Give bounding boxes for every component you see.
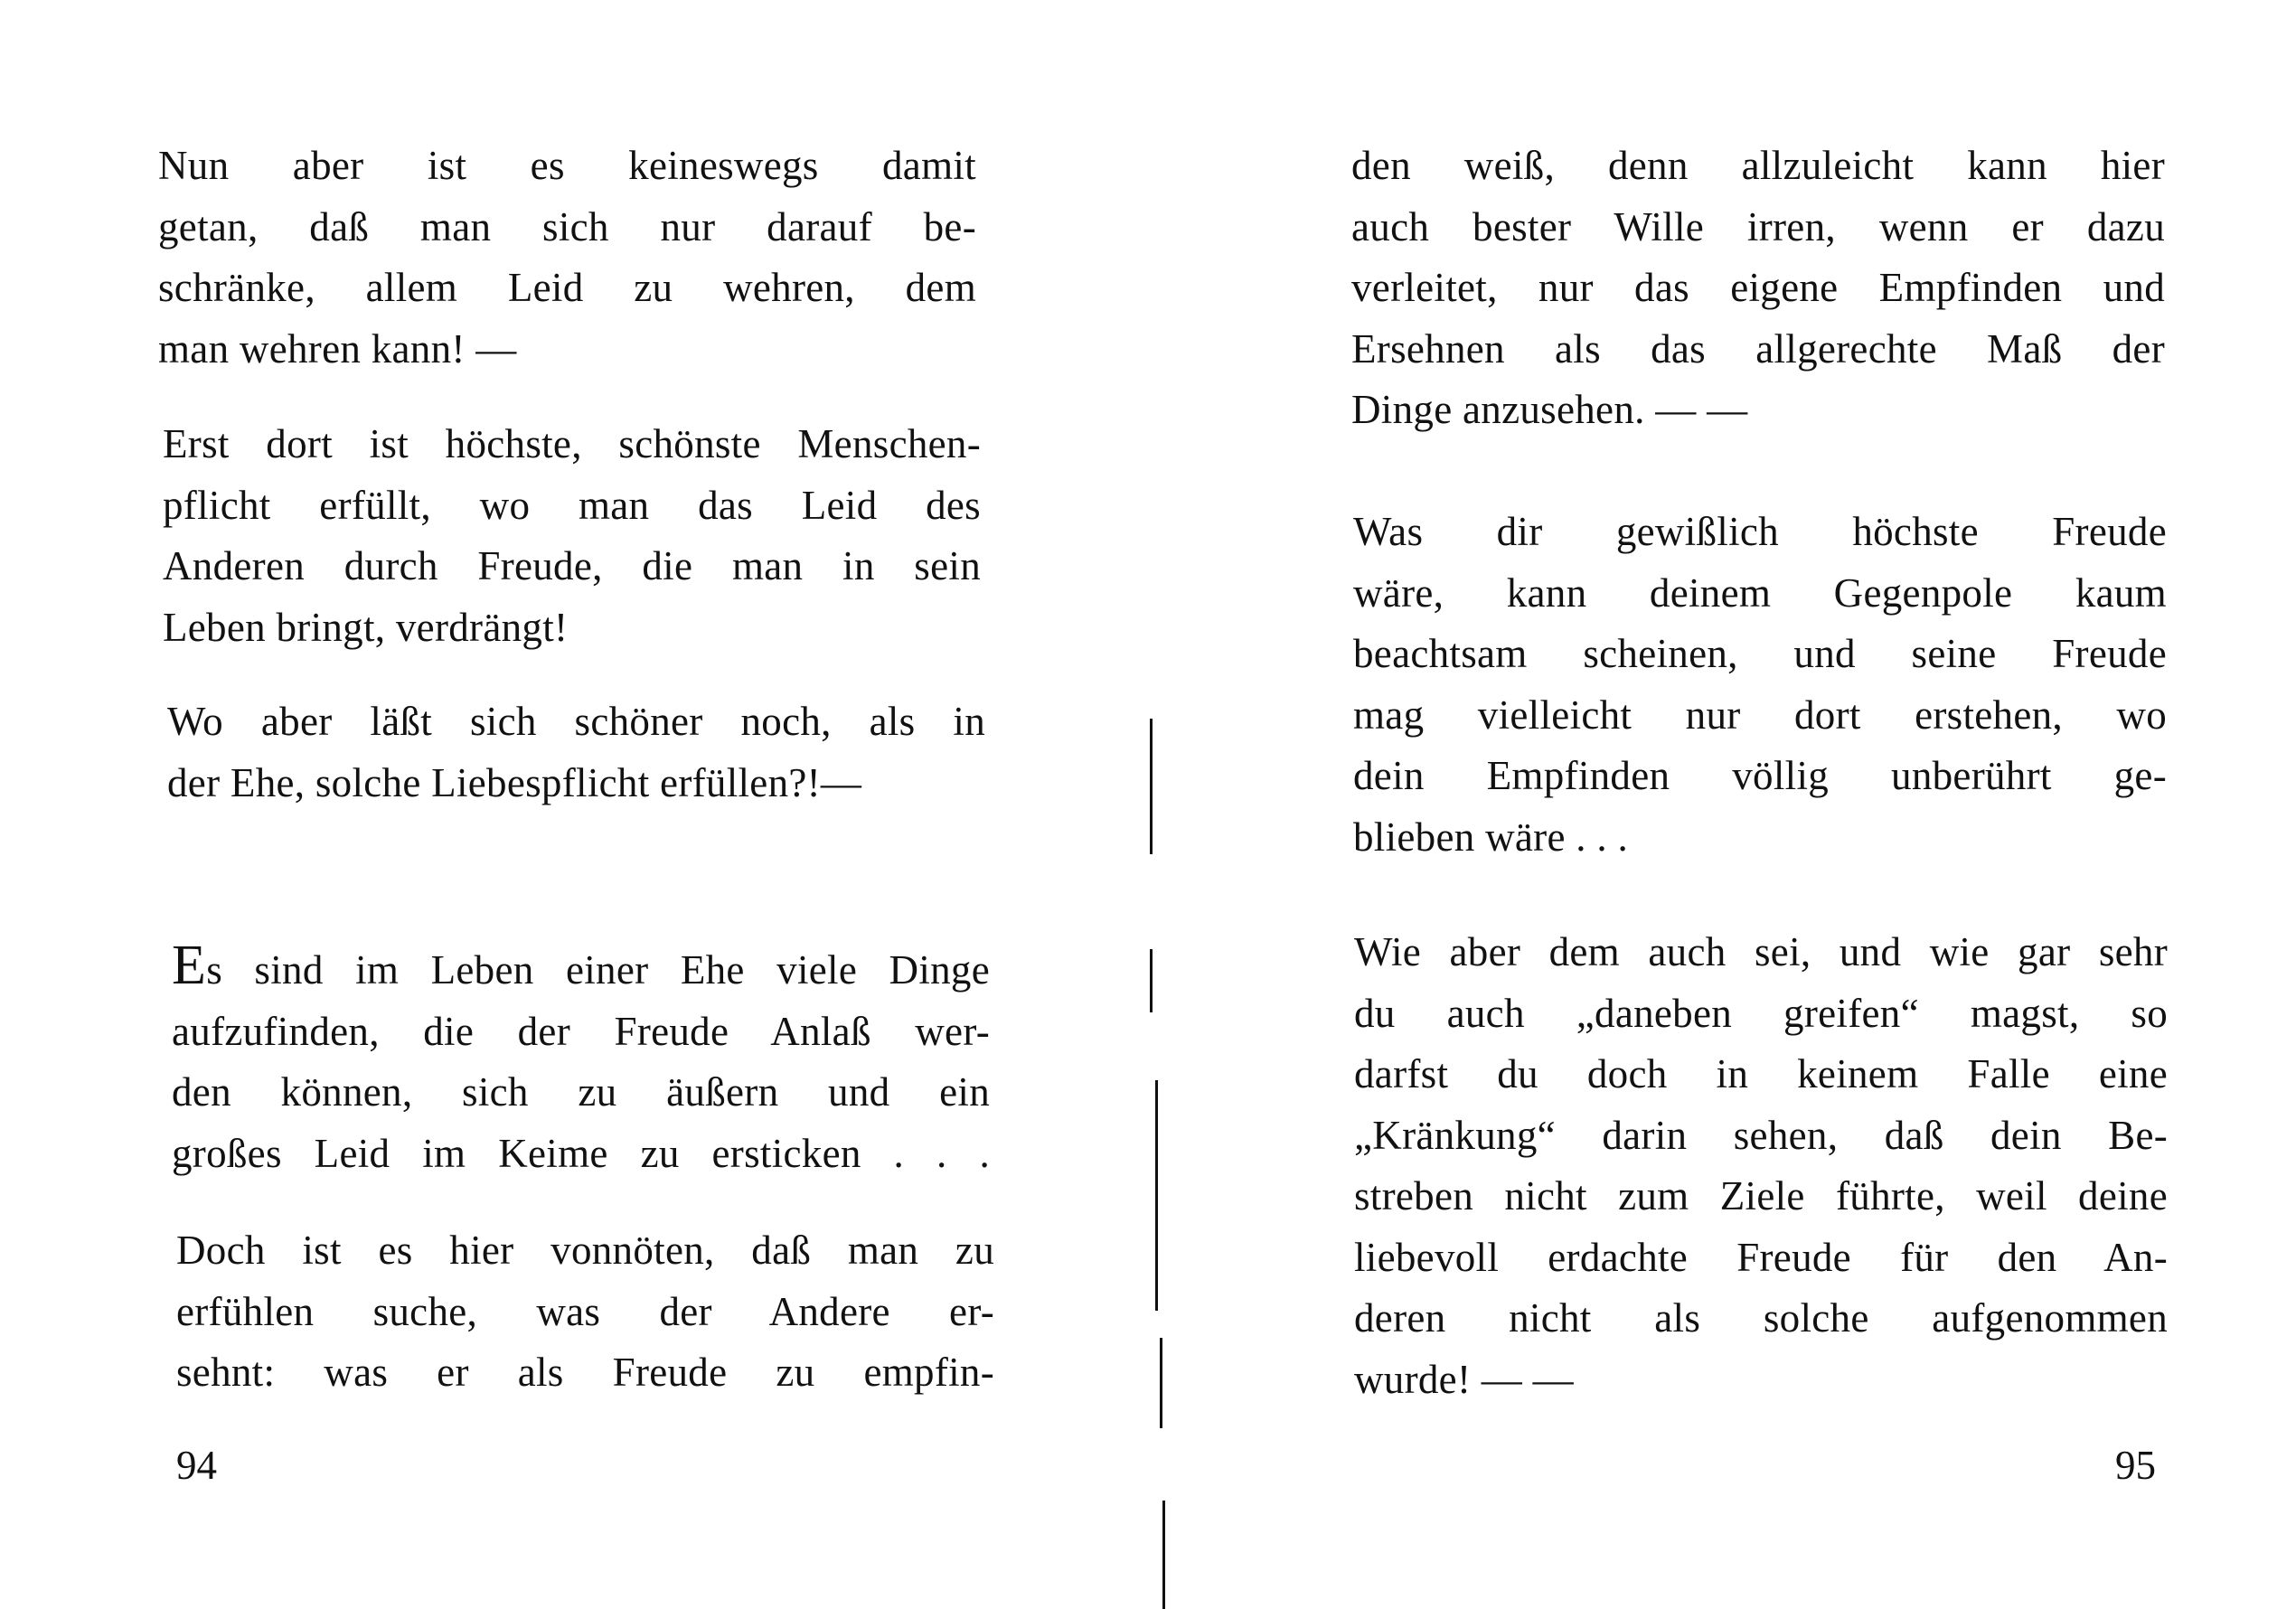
right-paragraph-3 (1354, 922, 2168, 1410)
text-line: blieben wäre . . . (1353, 814, 1629, 860)
text-line: streben nicht zum Ziele führte, weil deine (1354, 1173, 2168, 1219)
page-number-right: 95 (2115, 1443, 2156, 1488)
text-line: aufzufinden, die der Freude Anlaß wer- (172, 1008, 990, 1054)
text-line: Nun aber ist es keineswegs damit (158, 143, 976, 188)
gutter-line (1155, 1080, 1158, 1311)
left-paragraph-5 (176, 1220, 994, 1404)
text-line: liebevoll erdachte Freude für den An- (1354, 1234, 2168, 1280)
text-line-rest: s sind im Leben einer Ehe viele Dinge (206, 947, 990, 993)
text-line: der Ehe, solche Liebespflicht erfüllen?!— (167, 759, 862, 805)
right-paragraph-2 (1353, 502, 2167, 868)
text-line: getan, daß man sich nur darauf be- (158, 203, 976, 249)
text-line: mag vielleicht nur dort erstehen, wo (1353, 692, 2167, 738)
text-line: pflicht erfüllt, wo man das Leid des (163, 482, 981, 528)
text-line: deren nicht als solche aufgenommen (1354, 1295, 2168, 1341)
text-line: darfst du doch in keinem Falle eine (1354, 1051, 2168, 1096)
text-line: verleitet, nur das eigene Empfinden und (1351, 265, 2165, 310)
text-line: dein Empfinden völlig unberührt ge- (1353, 753, 2167, 798)
text-line: den können, sich zu äußern und ein (172, 1069, 990, 1115)
left-paragraph-3 (167, 692, 985, 814)
right-page (1148, 0, 2296, 1609)
left-paragraph-1 (158, 136, 976, 380)
text-line: Ersehnen als das allgerechte Maß der (1351, 325, 2165, 372)
text-line: man wehren kann! — (158, 325, 517, 372)
text-line: Wo aber läßt sich schöner noch, als in (167, 699, 985, 744)
text-line: erfühlen suche, was der Andere er- (176, 1288, 994, 1334)
gutter-line (1150, 719, 1153, 854)
text-line: Dinge anzusehen. — — (1351, 387, 1748, 432)
text-line: auch bester Wille irren, wenn er dazu (1351, 203, 2165, 249)
gutter-line (1162, 1501, 1165, 1609)
text-line: Leben bringt, verdrängt! (163, 604, 569, 650)
left-paragraph-2 (163, 414, 981, 658)
text-line: du auch „daneben greifen“ magst, so (1354, 990, 2168, 1036)
text-line: Was dir gewißlich höchste Freude (1353, 509, 2167, 554)
text-line: beachtsam scheinen, und seine Freude (1353, 631, 2167, 676)
text-line (172, 935, 990, 1002)
right-paragraph-1 (1351, 136, 2165, 441)
page-number-left: 94 (176, 1443, 217, 1488)
text-line: Doch ist es hier vonnöten, daß man zu (176, 1228, 994, 1273)
gutter-line (1150, 949, 1153, 1012)
text-line: Erst dort ist höchste, schönste Menschen- (163, 421, 981, 466)
text-line: großes Leid im Keime zu ersticken . . . (172, 1130, 990, 1176)
text-line: Anderen durch Freude, die man in sein (163, 543, 981, 588)
text-line: wäre, kann deinem Gegenpole kaum (1353, 569, 2167, 616)
text-line: wurde! — — (1354, 1356, 1574, 1402)
text-line: den weiß, denn allzuleicht kann hier (1351, 143, 2165, 188)
text-line: „Kränkung“ darin sehen, daß dein Be- (1354, 1112, 2168, 1158)
text-line: sehnt: was er als Freude zu empfin- (176, 1350, 994, 1395)
drop-cap: E (172, 935, 207, 996)
gutter-line (1160, 1338, 1162, 1428)
text-line: Wie aber dem auch sei, und wie gar sehr (1354, 929, 2168, 974)
left-paragraph-4 (172, 935, 990, 1184)
text-line: schränke, allem Leid zu wehren, dem (158, 265, 976, 310)
